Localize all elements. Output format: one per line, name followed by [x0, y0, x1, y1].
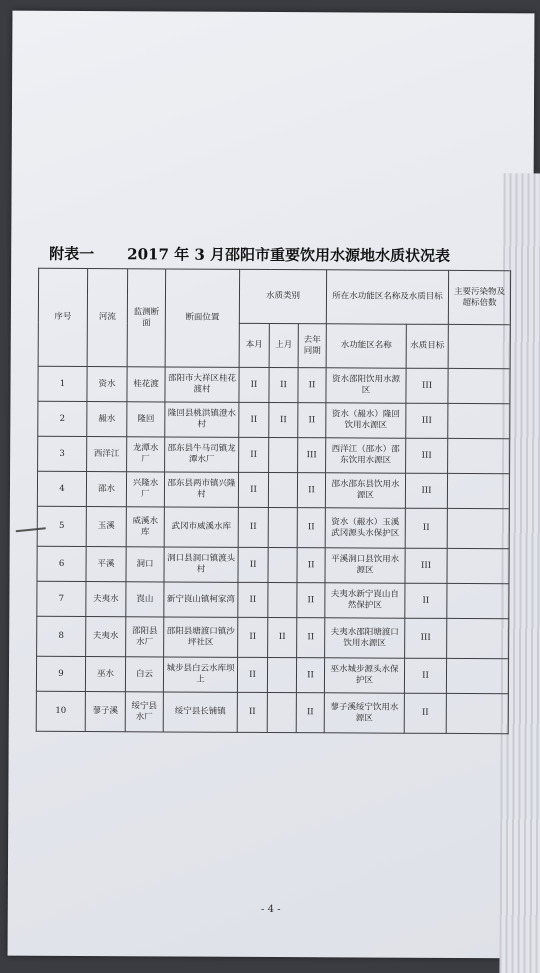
cell-cur: II: [238, 617, 268, 657]
cell-last: [267, 692, 296, 732]
cell-cur: II: [238, 582, 268, 617]
cell-no: 9: [36, 656, 85, 691]
header-location: 断面位置: [165, 269, 240, 367]
cell-last-year: II: [297, 618, 325, 658]
cell-zone: 巫水城步源头水保护区: [324, 658, 404, 693]
cell-location: 武冈市威溪水库: [164, 507, 238, 547]
cell-river: 蓼子溪: [85, 692, 125, 732]
cell-target: III: [406, 403, 448, 438]
cell-last-year: II: [298, 403, 326, 438]
cell-zone: 资水邵阳饮用水源区: [326, 368, 406, 403]
cell-location: 城步县白云水库坝上: [163, 657, 237, 692]
cell-section: 洞口: [126, 547, 164, 582]
cell-cur: II: [238, 547, 268, 582]
cell-cur: II: [238, 472, 268, 507]
header-last-year: 去年同期: [298, 324, 326, 368]
header-seq: 序号: [38, 268, 88, 366]
table-row: [36, 656, 508, 693]
page-number: - 4 -: [260, 903, 281, 916]
cell-river: 资水: [87, 367, 127, 402]
table-row: [38, 436, 510, 473]
cell-section: 龙潭水厂: [127, 437, 165, 472]
cell-last: II: [269, 402, 298, 437]
cell-river: 夫夷水: [86, 617, 126, 657]
cell-no: 6: [37, 546, 86, 581]
cell-pollutant: [447, 548, 509, 583]
header-zone-group: 所在水功能区名称及水质目标: [326, 270, 448, 325]
cell-pollutant: [447, 473, 509, 508]
header-zone-name: 水功能区名称: [326, 324, 406, 368]
cell-last: [268, 472, 297, 507]
cell-last: [268, 582, 297, 617]
cell-last: II: [268, 617, 297, 657]
header-last-month: 上月: [269, 323, 298, 367]
table-row: [37, 506, 509, 548]
table-row: [37, 616, 509, 658]
cell-last: II: [269, 367, 298, 402]
cell-target: III: [405, 618, 447, 658]
cell-river: 玉溪: [86, 507, 126, 547]
cell-last-year: II: [298, 368, 326, 403]
cell-pollutant: [447, 583, 509, 618]
cell-location: 洞口县洞口镇渡头村: [164, 547, 238, 582]
header-pollutant-empty: [448, 324, 510, 368]
header-row-1: [38, 268, 510, 324]
cell-cur: II: [239, 437, 269, 472]
cell-target: II: [404, 658, 446, 693]
cell-no: 2: [38, 401, 87, 436]
table-row: [38, 401, 510, 438]
cell-no: 10: [36, 691, 85, 731]
cell-last: [268, 507, 297, 547]
header-section: 监测断面: [127, 269, 166, 367]
cell-no: 4: [37, 471, 86, 506]
title-prefix: 附表一: [49, 244, 95, 264]
cell-no: 5: [37, 506, 86, 546]
cell-last-year: II: [296, 658, 324, 693]
table-row: [37, 581, 509, 618]
cell-no: 3: [38, 436, 87, 471]
title-main: 2017 年 3 月邵阳市重要饮用水源地水质状况表: [127, 245, 451, 265]
cell-pollutant: [448, 403, 510, 438]
table-row: [37, 471, 509, 508]
header-quality-category: 水质类别: [239, 269, 326, 323]
cell-river: 赧水: [87, 402, 127, 437]
cell-pollutant: [448, 368, 510, 403]
cell-location: 绥宁县长铺镇: [163, 692, 237, 732]
cell-river: 西洋江: [87, 437, 127, 472]
cell-location: 邵阳市大祥区桂花渡村: [165, 367, 239, 402]
cell-section: 隆回: [127, 402, 165, 437]
cell-last-year: II: [297, 583, 325, 618]
cell-target: III: [406, 438, 448, 473]
cell-target: III: [405, 473, 447, 508]
cell-cur: II: [237, 657, 267, 692]
cell-section: 桂花渡: [127, 367, 165, 402]
table-row: [36, 691, 508, 733]
table-row: [38, 366, 510, 403]
header-this-month: 本月: [239, 323, 269, 367]
cell-last: [269, 437, 298, 472]
cell-no: 1: [38, 366, 87, 401]
cell-location: 隆回县桃洪镇澄水村: [165, 402, 239, 437]
table-row: [37, 546, 509, 583]
cell-section: 白云: [125, 657, 163, 692]
cell-cur: II: [237, 692, 267, 732]
water-quality-table: [36, 268, 511, 734]
header-pollutant: 主要污染物及超标倍数: [448, 270, 510, 324]
cell-cur: II: [239, 367, 269, 402]
cell-zone: 蓼子溪绥宁饮用水源区: [324, 693, 404, 733]
header-river: 河流: [87, 269, 128, 367]
cell-zone: 西洋江（邵水）邵东饮用水源区: [326, 438, 406, 473]
cell-no: 8: [37, 616, 86, 656]
cell-location: 邵东县两市镇兴隆村: [164, 472, 238, 507]
cell-section: 邵阳县水厂: [126, 617, 164, 657]
cell-pollutant: [447, 508, 509, 548]
cell-river: 巫水: [85, 657, 125, 692]
cell-zone: 邵水邵东县饮用水源区: [325, 473, 405, 508]
cell-target: II: [404, 693, 446, 733]
cell-zone: 平溪洞口县饮用水源区: [325, 548, 405, 583]
cell-river: 邵水: [86, 472, 126, 507]
cell-target: II: [405, 508, 447, 548]
cell-last-year: II: [297, 473, 325, 508]
cell-section: 绥宁县水厂: [125, 692, 163, 732]
cell-no: 7: [37, 581, 86, 616]
cell-zone: 资水（赧水）隆回饮用水源区: [326, 403, 406, 438]
cell-last: [268, 547, 297, 582]
cell-cur: II: [238, 507, 268, 547]
cell-pollutant: [448, 438, 510, 473]
header-target: 水质目标: [406, 324, 448, 368]
document-title: [49, 243, 509, 267]
cell-location: 新宁崀山镇柯家湾: [164, 582, 238, 617]
cell-last-year: III: [298, 438, 326, 473]
cell-river: 平溪: [86, 547, 126, 582]
cell-last-year: II: [297, 548, 325, 583]
cell-pollutant: [446, 693, 508, 733]
cell-location: 邵东县牛马司镇龙潭水厂: [165, 437, 239, 472]
cell-target: III: [406, 368, 448, 403]
cell-section: 兴隆水厂: [126, 472, 164, 507]
cell-zone: 资水（赧水）玉溪武冈源头水保护区: [325, 508, 405, 548]
cell-last: [267, 657, 296, 692]
cell-section: 崀山: [126, 582, 164, 617]
cell-target: II: [405, 583, 447, 618]
cell-river: 夫夷水: [86, 582, 126, 617]
cell-pollutant: [446, 658, 508, 693]
cell-last-year: II: [297, 508, 325, 548]
cell-target: III: [405, 548, 447, 583]
cell-section: 威溪水库: [126, 507, 164, 547]
document-page: [8, 11, 535, 959]
cell-cur: II: [239, 402, 269, 437]
cell-pollutant: [447, 618, 509, 658]
cell-zone: 夫夷水邵阳塘渡口饮用水源区: [325, 618, 405, 658]
cell-zone: 夫夷水新宁崀山自然保护区: [325, 583, 405, 618]
cell-last-year: II: [296, 693, 324, 733]
cell-location: 邵阳县塘渡口镇沙坪社区: [164, 617, 238, 657]
